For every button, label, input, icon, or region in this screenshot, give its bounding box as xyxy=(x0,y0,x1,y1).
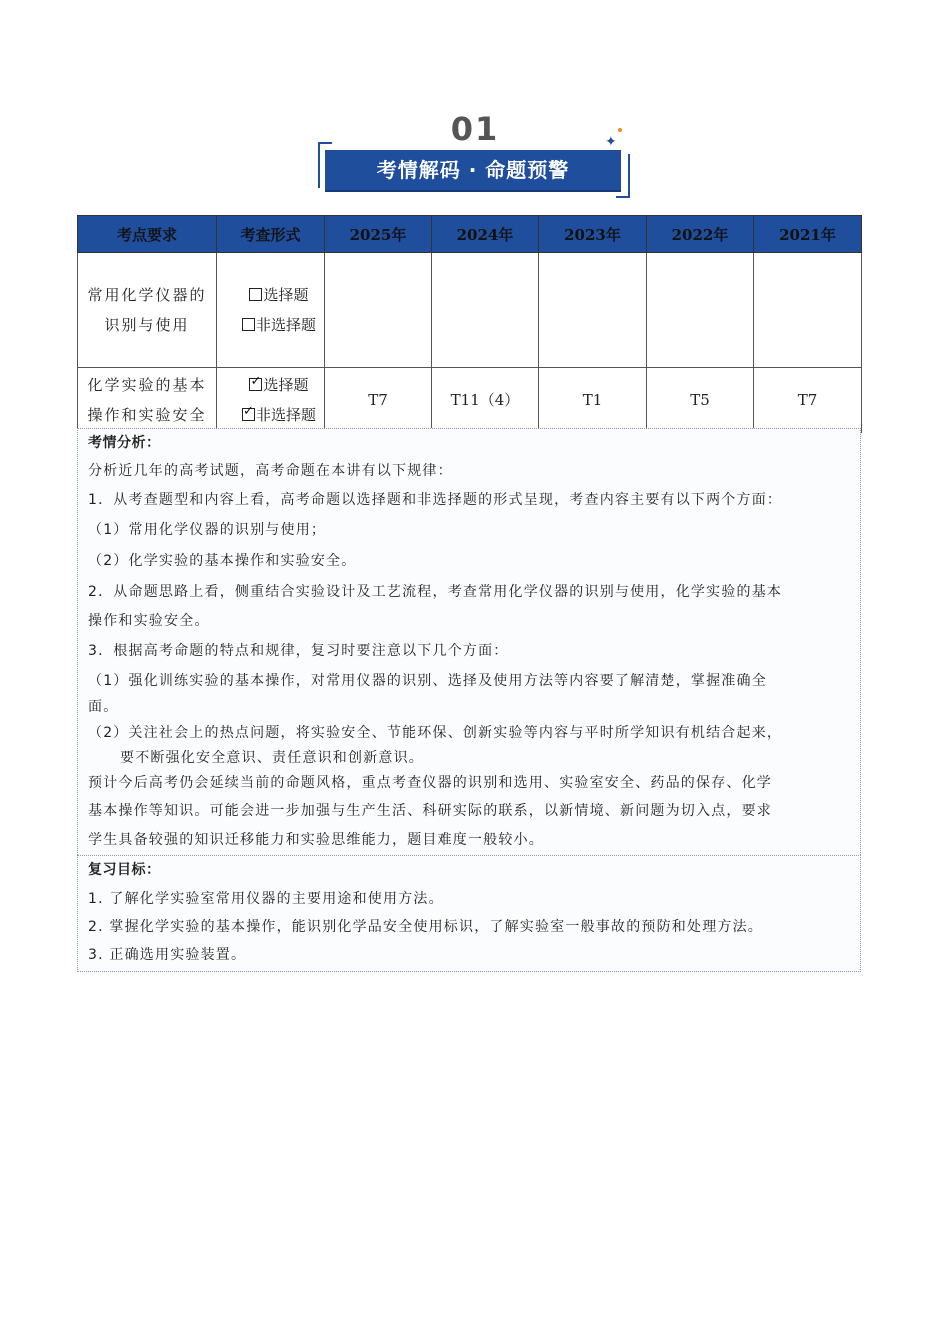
goals-heading: 复习目标： xyxy=(88,862,161,878)
analysis-line: （1）强化训练实验的基本操作，对常用仪器的识别、选择及使用方法等内容要了解清楚，掌握准确全 xyxy=(88,673,767,689)
form-option-label: 非选择题 xyxy=(255,406,316,424)
table-row xyxy=(78,253,862,368)
topic-text-line1: 化学实验的基本 xyxy=(87,376,207,394)
checkbox-icon xyxy=(242,318,255,331)
header-2022: 2022年 xyxy=(647,216,754,253)
form-cell xyxy=(217,253,325,368)
goal-item: 1. 了解化学实验室常用仪器的主要用途和使用方法。 xyxy=(88,891,444,907)
header-2021: 2021年 xyxy=(754,216,862,253)
sparkle-icon: ✦ xyxy=(605,134,617,150)
header-2025: 2025年 xyxy=(325,216,432,253)
analysis-section xyxy=(77,428,861,857)
topic-text-line2: 识别与使用 xyxy=(104,316,190,334)
form-option-label: 选择题 xyxy=(263,286,309,304)
year-cell-2024: T11（4） xyxy=(432,368,539,433)
analysis-line: 要不断强化安全意识、责任意识和创新意识。 xyxy=(120,750,424,766)
header-2023: 2023年 xyxy=(539,216,647,253)
checked-checkbox-icon xyxy=(249,378,262,391)
analysis-line: 面。 xyxy=(88,699,119,715)
topic-text-line1: 常用化学仪器的 xyxy=(87,286,207,304)
form-option-nonchoice xyxy=(235,400,323,430)
year-cell-2021: T7 xyxy=(754,368,862,433)
section-title: 考情解码 · 命题预警 xyxy=(325,150,621,190)
topic-cell xyxy=(78,253,217,368)
analysis-line: （2）关注社会上的热点问题，将实验安全、节能环保、创新实验等内容与平时所学知识有机结合起来， xyxy=(88,725,783,741)
form-cell xyxy=(217,368,325,433)
analysis-line: 操作和实验安全。 xyxy=(88,613,210,629)
year-cell-2023: T1 xyxy=(539,368,647,433)
analysis-heading: 考情分析： xyxy=(88,435,161,451)
header-topic: 考点要求 xyxy=(78,216,217,253)
year-cell-2024 xyxy=(432,253,539,368)
analysis-line: 3．根据高考命题的特点和规律，复习时要注意以下几个方面： xyxy=(88,643,509,659)
checkbox-icon xyxy=(249,288,262,301)
topic-text-line2: 操作和实验安全 xyxy=(87,406,207,424)
header-form: 考查形式 xyxy=(217,216,325,253)
analysis-line: （2）化学实验的基本操作和实验安全。 xyxy=(88,553,357,569)
goals-section xyxy=(77,855,861,972)
section-banner xyxy=(0,110,950,200)
header-2024: 2024年 xyxy=(432,216,539,253)
year-cell-2022 xyxy=(647,253,754,368)
form-option-choice xyxy=(235,370,323,400)
analysis-line: 分析近几年的高考试题，高考命题在本讲有以下规律： xyxy=(88,463,453,479)
goal-item: 2. 掌握化学实验的基本操作，能识别化学品安全使用标识，了解实验室一般事故的预防和处理方法。 xyxy=(88,919,764,935)
analysis-line: （1）常用化学仪器的识别与使用； xyxy=(88,522,327,538)
analysis-line: 学生具备较强的知识迁移能力和实验思维能力，题目难度一般较小。 xyxy=(88,832,544,848)
table-row xyxy=(78,368,862,433)
analysis-line: 预计今后高考仍会延续当前的命题风格，重点考查仪器的识别和选用、实验室安全、药品的保存、化学 xyxy=(88,775,772,791)
goal-item: 3. 正确选用实验装置。 xyxy=(88,947,247,963)
year-cell-2023 xyxy=(539,253,647,368)
topic-cell xyxy=(78,368,217,433)
form-option-label: 非选择题 xyxy=(255,316,316,334)
year-cell-2022: T5 xyxy=(647,368,754,433)
form-option-choice xyxy=(235,280,323,310)
analysis-line: 基本操作等知识。可能会进一步加强与生产生活、科研实际的联系，以新情境、新问题为切入点，要求 xyxy=(88,803,772,819)
exam-analysis-table xyxy=(77,215,862,433)
analysis-line: 1．从考查题型和内容上看，高考命题以选择题和非选择题的形式呈现，考查内容主要有以下两个方面： xyxy=(88,492,783,508)
dot-icon xyxy=(618,128,622,132)
section-number: 01 xyxy=(450,110,500,148)
checked-checkbox-icon xyxy=(242,408,255,421)
year-cell-2025: T7 xyxy=(325,368,432,433)
year-cell-2025 xyxy=(325,253,432,368)
analysis-line: 2．从命题思路上看，侧重结合实验设计及工艺流程，考查常用化学仪器的识别与使用，化学实验的基本 xyxy=(88,584,783,600)
year-cell-2021 xyxy=(754,253,862,368)
form-option-nonchoice xyxy=(235,310,323,340)
table-header-row xyxy=(78,216,862,253)
form-option-label: 选择题 xyxy=(263,376,309,394)
